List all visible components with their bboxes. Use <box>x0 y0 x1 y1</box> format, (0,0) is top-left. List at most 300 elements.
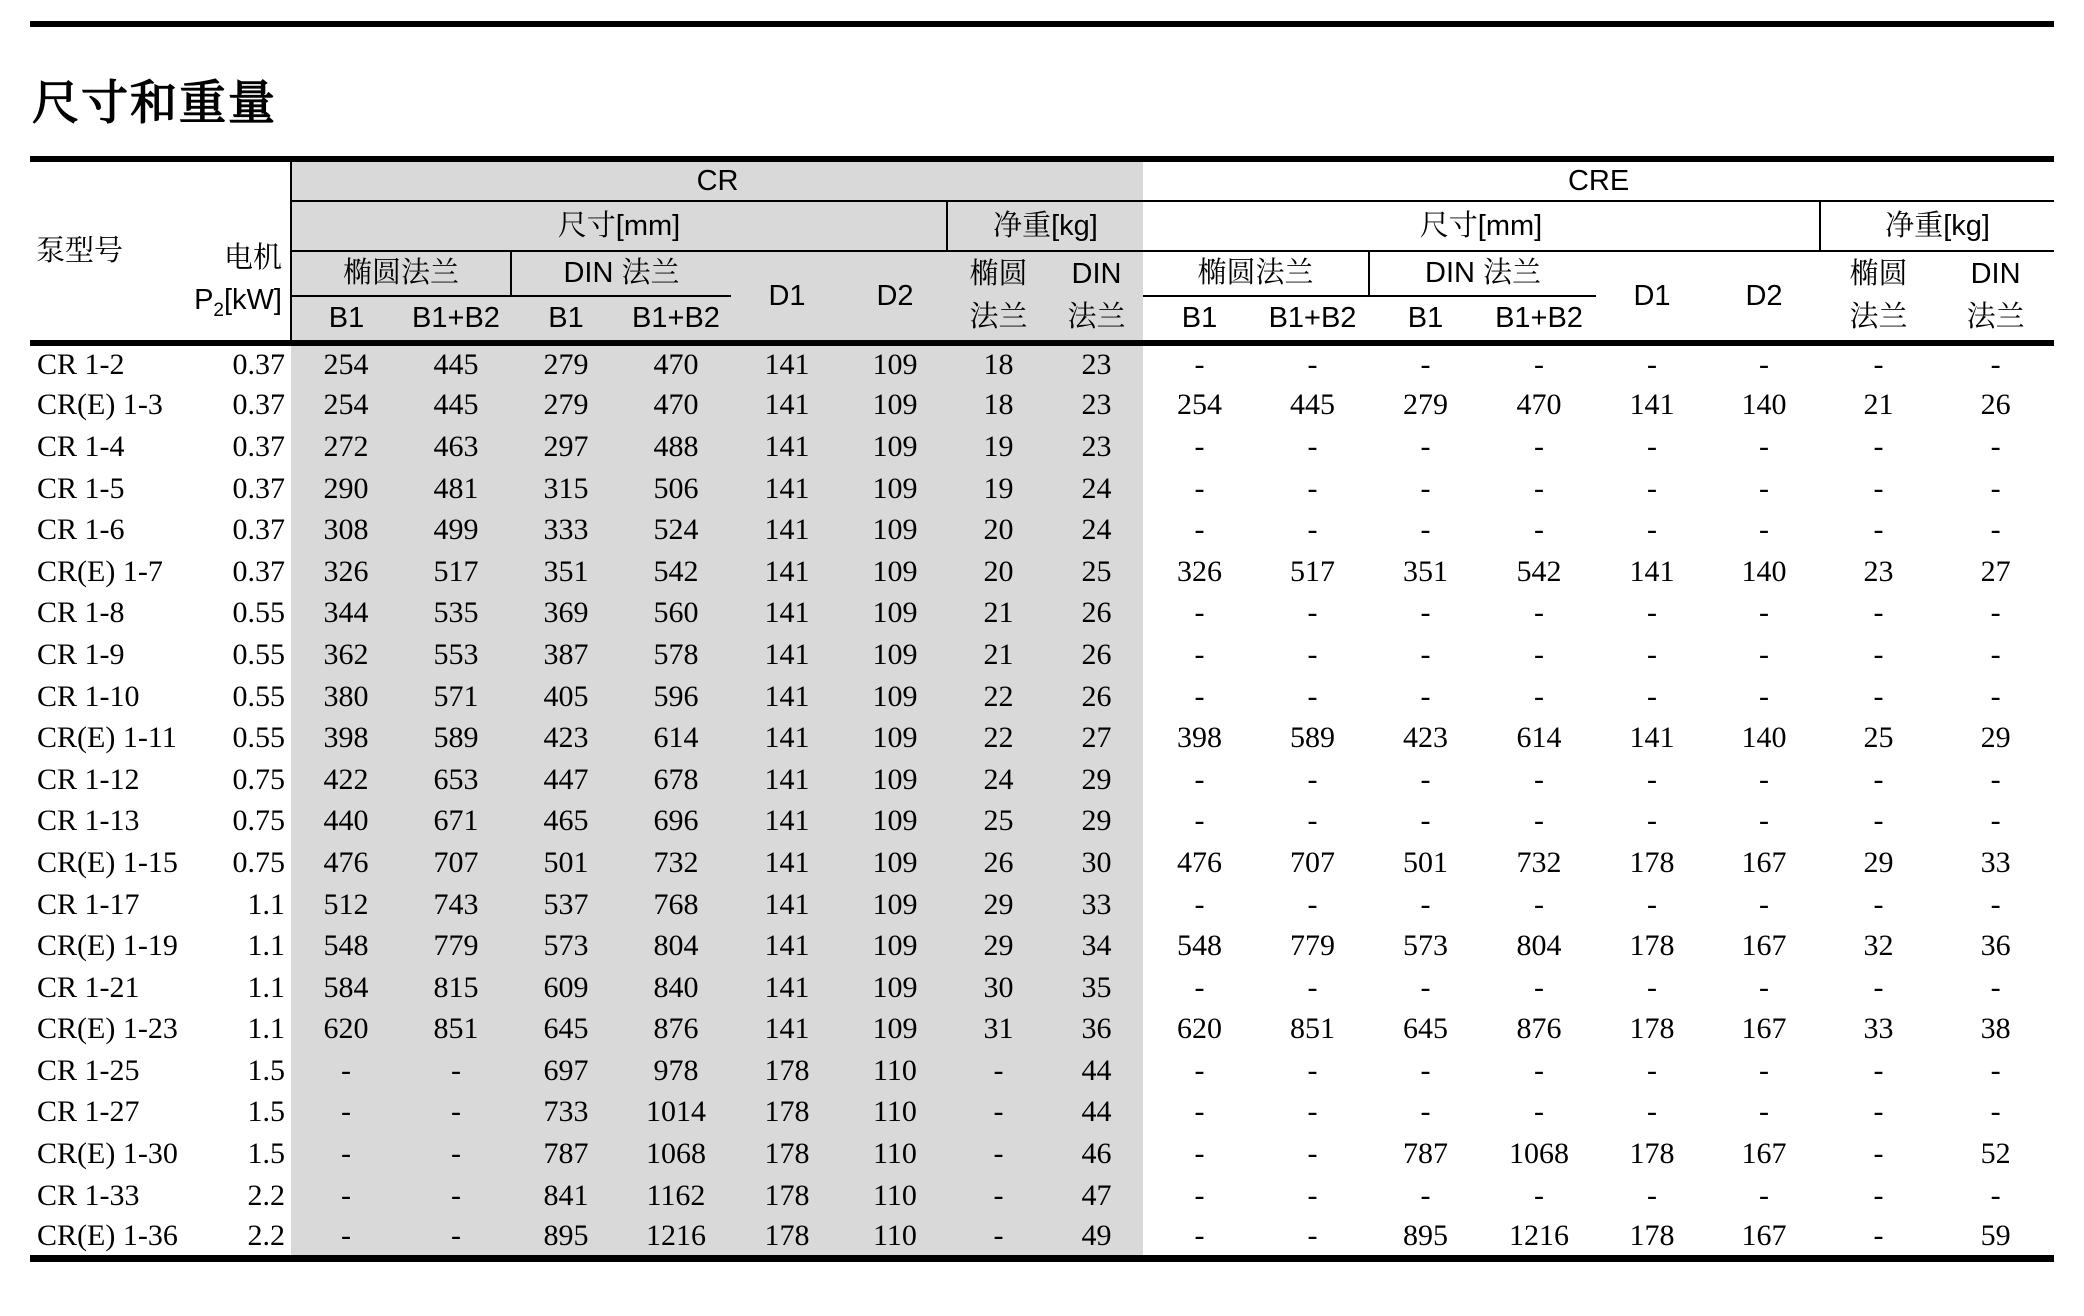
cr-din-flange-b1: 315 <box>511 468 621 510</box>
cre-d2: - <box>1759 471 1770 505</box>
cre-d1: - <box>1647 471 1658 505</box>
cre-din-flange-b1b2: - <box>1534 1053 1545 1087</box>
cre-d2-header: D2 <box>1745 279 1783 312</box>
cre-d2: 167 <box>1741 1012 1787 1046</box>
cr-dimensions-header: 尺寸[mm] <box>291 201 947 251</box>
cre-oval-flange-b1: - <box>1194 1053 1205 1087</box>
pump-model-cell: CR 1-21 <box>37 970 140 1004</box>
cr-net-weight-din-flange: 26 <box>1050 676 1143 718</box>
cr-net-weight-oval-flange: 20 <box>947 509 1050 551</box>
cr-din-flange-b1: 447 <box>511 759 621 801</box>
cr-din-flange-b1b2: 596 <box>621 676 731 718</box>
cre-oval-b1b2-header: B1+B2 <box>1268 302 1357 335</box>
cr-net-weight-oval-flange: 18 <box>947 343 1050 385</box>
cre-oval-flange-b1b2: - <box>1307 429 1318 463</box>
cr-oval-flange-b1b2: 707 <box>401 842 511 884</box>
cr-oval-flange-b1b2: 481 <box>401 468 511 510</box>
cre-d1: - <box>1647 1095 1658 1129</box>
cr-d1: 178 <box>731 1216 843 1258</box>
cr-d1: 141 <box>731 468 843 510</box>
pump-model-cell: CR 1-33 <box>37 1178 140 1212</box>
cre-oval-flange-b1: - <box>1194 679 1205 713</box>
p2-symbol: P <box>194 284 214 317</box>
cre-d1: - <box>1647 970 1658 1004</box>
cre-net-weight-din-flange: - <box>1990 970 2001 1004</box>
cre-din-flange-b1: 645 <box>1403 1012 1449 1046</box>
cr-oval-flange-b1: 584 <box>291 967 401 1009</box>
cr-d2: 109 <box>843 551 947 593</box>
cr-oval-flange-b1: 272 <box>291 426 401 468</box>
cr-net-weight-din-flange: 34 <box>1050 925 1143 967</box>
cre-din-flange-b1b2: - <box>1534 596 1545 630</box>
cre-d1: - <box>1647 429 1658 463</box>
cre-oval-flange-b1: - <box>1194 1137 1205 1171</box>
pump-model-cell: CR 1-17 <box>37 887 140 921</box>
table-row <box>30 468 2054 510</box>
cr-d2: 109 <box>843 593 947 635</box>
cr-din-flange-b1: 351 <box>511 551 621 593</box>
cre-din-flange-b1b2: - <box>1534 429 1545 463</box>
cre-din-b1-header: B1 <box>1407 302 1444 335</box>
cr-din-flange-b1b2: 524 <box>621 509 731 551</box>
cre-net-weight-din-flange: 52 <box>1980 1137 2011 1171</box>
cre-d1: 178 <box>1629 1218 1675 1252</box>
cre-din-b1b2-header: B1+B2 <box>1495 302 1583 335</box>
cre-net-weight-din-flange: - <box>1990 637 2001 671</box>
cre-din-flange-b1b2: - <box>1534 637 1545 671</box>
cre-oval-flange-b1: - <box>1194 513 1205 547</box>
cr-oval-flange-b1: - <box>291 1133 401 1175</box>
cr-oval-flange-header: 椭圆法兰 <box>291 251 511 296</box>
cr-din-flange-b1: 405 <box>511 676 621 718</box>
pump-model-cell: CR(E) 1-7 <box>37 554 163 588</box>
cre-oval-flange-b1: - <box>1194 1178 1205 1212</box>
cr-net-weight-oval-flange: 21 <box>947 634 1050 676</box>
cre-d2: - <box>1759 1053 1770 1087</box>
cr-oval-flange-b1: - <box>291 1216 401 1258</box>
cre-weight-oval-flange-header <box>1820 251 1937 343</box>
cr-net-weight-din-flange: 29 <box>1050 759 1143 801</box>
cr-oval-flange-b1b2: 671 <box>401 801 511 843</box>
cr-din-flange-b1: 369 <box>511 593 621 635</box>
cre-oval-flange-b1b2: - <box>1307 1095 1318 1129</box>
weight-din-line2: 法兰 <box>1966 301 2025 333</box>
cr-oval-flange-b1: 344 <box>291 593 401 635</box>
table-row <box>30 634 2054 676</box>
cr-din-flange-b1b2: 560 <box>621 593 731 635</box>
pump-model-cell: CR(E) 1-23 <box>37 1012 178 1046</box>
cr-oval-flange-b1: 380 <box>291 676 401 718</box>
section-band-row <box>30 159 2054 201</box>
cr-d2: 109 <box>843 842 947 884</box>
cre-oval-flange-b1b2: - <box>1307 887 1318 921</box>
pump-model-cell: CR 1-6 <box>37 513 125 547</box>
cre-oval-flange-b1: - <box>1194 348 1205 382</box>
cre-d1: - <box>1647 1178 1658 1212</box>
motor-power-cell: 1.5 <box>247 1053 285 1087</box>
cre-oval-flange-b1b2: - <box>1307 679 1318 713</box>
pump-model-cell: CR 1-5 <box>37 471 125 505</box>
cr-din-flange-b1b2: 614 <box>621 717 731 759</box>
cr-d2: 110 <box>843 1175 947 1217</box>
motor-power-cell: 0.37 <box>232 513 285 547</box>
cre-din-flange-b1b2: - <box>1534 1178 1545 1212</box>
cr-oval-flange-b1: 362 <box>291 634 401 676</box>
cre-din-flange-b1b2: - <box>1534 679 1545 713</box>
cr-net-weight-din-flange: 23 <box>1050 343 1143 385</box>
cre-d1: - <box>1647 513 1658 547</box>
cre-oval-flange-b1b2: - <box>1307 1137 1318 1171</box>
cre-din-flange-b1b2: 614 <box>1516 721 1562 755</box>
motor-p2-label <box>160 279 282 332</box>
cre-net-weight-header: 净重[kg] <box>1820 201 2054 251</box>
cre-oval-flange-b1b2: - <box>1307 513 1318 547</box>
cre-d1: - <box>1647 762 1658 796</box>
cre-din-flange-b1: - <box>1420 471 1431 505</box>
cre-d2: - <box>1759 762 1770 796</box>
cre-d2: 167 <box>1741 1218 1787 1252</box>
cre-d1: 178 <box>1629 1137 1675 1171</box>
pump-model-cell: CR 1-13 <box>37 804 140 838</box>
top-horizontal-rule <box>30 21 2054 27</box>
cr-d1: 141 <box>731 801 843 843</box>
cre-d2: - <box>1759 804 1770 838</box>
cr-net-weight-oval-flange: - <box>947 1092 1050 1134</box>
cre-net-weight-din-flange: - <box>1990 1053 2001 1087</box>
table-body <box>30 343 2054 1258</box>
cre-net-weight-din-flange: - <box>1990 679 2001 713</box>
cre-net-weight-oval-flange: 29 <box>1863 845 1894 879</box>
motor-power-cell: 0.55 <box>232 721 285 755</box>
cr-oval-flange-b1b2: 553 <box>401 634 511 676</box>
cr-din-flange-b1b2: 876 <box>621 1009 731 1051</box>
p2-subscript: 2 <box>213 300 224 321</box>
cre-d1: 178 <box>1629 845 1675 879</box>
cr-din-b1-header: B1 <box>511 296 621 343</box>
cre-din-flange-b1b2: - <box>1534 804 1545 838</box>
cre-oval-flange-b1: 548 <box>1177 929 1223 963</box>
cr-oval-flange-b1b2: 445 <box>401 343 511 385</box>
table-row <box>30 967 2054 1009</box>
table-row <box>30 676 2054 718</box>
cre-din-flange-b1: - <box>1420 1053 1431 1087</box>
cr-oval-flange-b1: 512 <box>291 884 401 926</box>
cr-net-weight-din-flange: 29 <box>1050 801 1143 843</box>
cr-din-flange-b1b2: 470 <box>621 385 731 427</box>
pump-model-cell: CR(E) 1-3 <box>37 388 163 422</box>
cre-din-flange-b1: - <box>1420 596 1431 630</box>
table-row <box>30 884 2054 926</box>
cr-oval-flange-b1b2: - <box>401 1133 511 1175</box>
cre-d1: - <box>1647 679 1658 713</box>
cr-oval-b1b2-header: B1+B2 <box>401 296 511 343</box>
cr-d2: 109 <box>843 717 947 759</box>
pump-model-cell: CR 1-12 <box>37 762 140 796</box>
cre-oval-flange-b1b2: 589 <box>1290 721 1336 755</box>
cre-oval-flange-b1: - <box>1194 1218 1205 1252</box>
cre-net-weight-oval-flange: - <box>1873 637 1884 671</box>
cre-din-flange-b1: - <box>1420 804 1431 838</box>
cr-din-flange-b1b2: 696 <box>621 801 731 843</box>
cre-weight-din-flange-header <box>1937 251 2054 343</box>
cr-d1: 141 <box>731 593 843 635</box>
cre-din-flange-b1: 351 <box>1403 554 1449 588</box>
cr-oval-flange-b1b2: - <box>401 1175 511 1217</box>
cre-oval-flange-b1: 620 <box>1177 1012 1223 1046</box>
cre-d1: - <box>1647 596 1658 630</box>
cr-din-flange-b1b2: 978 <box>621 1050 731 1092</box>
cr-d1: 178 <box>731 1050 843 1092</box>
motor-power-cell: 1.5 <box>247 1137 285 1171</box>
cre-d2: 140 <box>1741 554 1787 588</box>
cr-din-flange-b1b2: 678 <box>621 759 731 801</box>
pump-model-cell: CR 1-2 <box>37 348 125 382</box>
cr-d2: 109 <box>843 1009 947 1051</box>
cre-d2: 140 <box>1741 388 1787 422</box>
cr-net-weight-oval-flange: 24 <box>947 759 1050 801</box>
cre-net-weight-oval-flange: - <box>1873 970 1884 1004</box>
cr-weight-oval-flange-header <box>947 251 1050 343</box>
weight-oval-line2: 法兰 <box>969 301 1028 333</box>
cr-d1: 141 <box>731 842 843 884</box>
cr-net-weight-din-flange: 23 <box>1050 385 1143 427</box>
motor-label: 电机 <box>223 242 282 275</box>
cre-oval-flange-b1: 254 <box>1177 388 1223 422</box>
cre-d1: - <box>1647 1053 1658 1087</box>
cr-net-weight-oval-flange: 19 <box>947 426 1050 468</box>
cr-din-flange-b1b2: 470 <box>621 343 731 385</box>
cre-din-flange-b1: - <box>1420 513 1431 547</box>
cr-din-flange-b1b2: 1216 <box>621 1216 731 1258</box>
cre-net-weight-oval-flange: - <box>1873 348 1884 382</box>
cre-oval-flange-b1b2: - <box>1307 596 1318 630</box>
cr-d1: 141 <box>731 759 843 801</box>
cre-din-flange-b1b2: - <box>1534 348 1545 382</box>
cre-net-weight-oval-flange: - <box>1873 1178 1884 1212</box>
motor-power-cell: 2.2 <box>247 1178 285 1212</box>
cr-net-weight-oval-flange: 30 <box>947 967 1050 1009</box>
table-row <box>30 717 2054 759</box>
cr-oval-flange-b1b2: 535 <box>401 593 511 635</box>
weight-oval-line1: 椭圆 <box>969 258 1028 290</box>
cr-din-flange-b1: 733 <box>511 1092 621 1134</box>
cr-oval-flange-b1b2: - <box>401 1092 511 1134</box>
cr-oval-flange-b1: 254 <box>291 343 401 385</box>
cr-d2: 109 <box>843 509 947 551</box>
cre-oval-flange-header: 椭圆法兰 <box>1143 251 1369 296</box>
cr-oval-flange-b1b2: 463 <box>401 426 511 468</box>
cr-d2: 110 <box>843 1092 947 1134</box>
cr-din-flange-b1: 895 <box>511 1216 621 1258</box>
table-row <box>30 509 2054 551</box>
cre-oval-flange-b1b2: - <box>1307 471 1318 505</box>
cr-d1: 141 <box>731 717 843 759</box>
cr-din-flange-b1: 465 <box>511 801 621 843</box>
cr-d1: 141 <box>731 925 843 967</box>
cre-dimensions-header: 尺寸[mm] <box>1143 201 1820 251</box>
cr-d1: 141 <box>731 967 843 1009</box>
cre-net-weight-oval-flange: - <box>1873 471 1884 505</box>
cr-oval-flange-b1b2: 499 <box>401 509 511 551</box>
cre-oval-flange-b1b2: - <box>1307 970 1318 1004</box>
cre-section-header: CRE <box>1143 159 2054 201</box>
pump-model-cell: CR(E) 1-30 <box>37 1137 178 1171</box>
cre-din-flange-b1b2: 876 <box>1516 1012 1562 1046</box>
cr-din-flange-b1b2: 840 <box>621 967 731 1009</box>
cre-oval-b1-header: B1 <box>1181 302 1218 335</box>
cr-d2-header: D2 <box>843 251 947 343</box>
cr-din-flange-b1: 841 <box>511 1175 621 1217</box>
flange-header-row <box>30 251 2054 296</box>
motor-power-cell: 0.37 <box>232 348 285 382</box>
table-row <box>30 925 2054 967</box>
cre-din-flange-b1b2: 804 <box>1516 929 1562 963</box>
cre-net-weight-oval-flange: - <box>1873 596 1884 630</box>
cr-din-flange-b1: 609 <box>511 967 621 1009</box>
cr-d1: 141 <box>731 509 843 551</box>
cre-net-weight-oval-flange: 32 <box>1863 929 1894 963</box>
cre-oval-flange-b1b2: - <box>1307 348 1318 382</box>
pump-model-cell: CR(E) 1-11 <box>37 721 177 755</box>
cr-d2: 109 <box>843 925 947 967</box>
cre-d2: 140 <box>1741 721 1787 755</box>
cr-din-flange-b1: 297 <box>511 426 621 468</box>
cre-net-weight-oval-flange: - <box>1873 1218 1884 1252</box>
cr-d2: 109 <box>843 967 947 1009</box>
cre-net-weight-din-flange: 26 <box>1980 388 2011 422</box>
cr-d1: 178 <box>731 1092 843 1134</box>
cr-net-weight-oval-flange: 31 <box>947 1009 1050 1051</box>
motor-power-cell: 0.75 <box>232 762 285 796</box>
pump-model-cell: CR 1-9 <box>37 637 125 671</box>
cr-d2: 109 <box>843 884 947 926</box>
cr-d2: 110 <box>843 1133 947 1175</box>
cre-din-flange-b1: - <box>1420 348 1431 382</box>
pump-model-cell: CR 1-4 <box>37 429 125 463</box>
cre-net-weight-oval-flange: - <box>1873 513 1884 547</box>
cre-oval-flange-b1b2: 707 <box>1290 845 1336 879</box>
cre-net-weight-oval-flange: - <box>1873 1095 1884 1129</box>
cre-d2: - <box>1759 1178 1770 1212</box>
cr-din-flange-b1b2: 542 <box>621 551 731 593</box>
cr-net-weight-din-flange: 27 <box>1050 717 1143 759</box>
cre-net-weight-din-flange: - <box>1990 804 2001 838</box>
cr-oval-flange-b1: 290 <box>291 468 401 510</box>
cre-din-flange-b1b2: - <box>1534 1095 1545 1129</box>
table-row <box>30 1175 2054 1217</box>
motor-power-cell: 1.5 <box>247 1095 285 1129</box>
cr-din-flange-b1b2: 732 <box>621 842 731 884</box>
cre-oval-flange-b1b2: 779 <box>1290 929 1336 963</box>
table-row <box>30 426 2054 468</box>
cr-oval-flange-b1b2: 571 <box>401 676 511 718</box>
cre-net-weight-din-flange: - <box>1990 1095 2001 1129</box>
cre-din-flange-b1: 573 <box>1403 929 1449 963</box>
cr-net-weight-din-flange: 26 <box>1050 593 1143 635</box>
cre-net-weight-din-flange: 29 <box>1980 721 2011 755</box>
cre-d2: - <box>1759 1095 1770 1129</box>
cre-oval-flange-b1b2: - <box>1307 1178 1318 1212</box>
cr-d1: 178 <box>731 1133 843 1175</box>
cr-d1-header: D1 <box>731 251 843 343</box>
cr-net-weight-din-flange: 35 <box>1050 967 1143 1009</box>
cre-d2: - <box>1759 513 1770 547</box>
cre-din-flange-b1: 501 <box>1403 845 1449 879</box>
cre-net-weight-din-flange: 59 <box>1980 1218 2011 1252</box>
cr-d2: 109 <box>843 468 947 510</box>
cr-d2: 110 <box>843 1050 947 1092</box>
cre-din-flange-b1: - <box>1420 887 1431 921</box>
cr-oval-flange-b1: 620 <box>291 1009 401 1051</box>
table-row <box>30 1133 2054 1175</box>
table-row <box>30 801 2054 843</box>
cre-oval-flange-b1: - <box>1194 637 1205 671</box>
cre-d2: 167 <box>1741 929 1787 963</box>
cr-net-weight-oval-flange: 29 <box>947 884 1050 926</box>
table-row <box>30 1216 2054 1258</box>
cr-net-weight-oval-flange: 18 <box>947 385 1050 427</box>
cr-net-weight-din-flange: 23 <box>1050 426 1143 468</box>
cre-net-weight-oval-flange: - <box>1873 804 1884 838</box>
cr-d2: 109 <box>843 801 947 843</box>
cr-oval-flange-b1b2: 815 <box>401 967 511 1009</box>
cre-d2: - <box>1759 429 1770 463</box>
cre-d2: 167 <box>1741 845 1787 879</box>
cre-d2: 167 <box>1741 1137 1787 1171</box>
cr-net-weight-din-flange: 47 <box>1050 1175 1143 1217</box>
cr-din-flange-b1: 573 <box>511 925 621 967</box>
cr-net-weight-din-flange: 30 <box>1050 842 1143 884</box>
pump-model-cell: CR 1-27 <box>37 1095 140 1129</box>
cr-oval-flange-b1b2: - <box>401 1050 511 1092</box>
motor-power-cell: 0.75 <box>232 845 285 879</box>
cre-d1: - <box>1647 637 1658 671</box>
motor-power-cell: 1.1 <box>247 929 285 963</box>
cr-net-weight-din-flange: 44 <box>1050 1092 1143 1134</box>
cr-net-weight-oval-flange: 22 <box>947 717 1050 759</box>
cre-net-weight-oval-flange: 21 <box>1863 388 1894 422</box>
cre-din-flange-b1b2: - <box>1534 471 1545 505</box>
motor-power-cell: 0.37 <box>232 554 285 588</box>
weight-din-line1: DIN <box>1071 258 1122 290</box>
cre-d2: - <box>1759 887 1770 921</box>
cre-din-flange-b1b2: 1216 <box>1509 1218 1570 1252</box>
cre-din-flange-b1: - <box>1420 1178 1431 1212</box>
cr-net-weight-oval-flange: 22 <box>947 676 1050 718</box>
cre-din-flange-b1b2: 542 <box>1516 554 1562 588</box>
motor-power-cell: 0.55 <box>232 679 285 713</box>
cr-oval-flange-b1: 326 <box>291 551 401 593</box>
cre-din-flange-b1: 423 <box>1403 721 1449 755</box>
motor-power-cell: 0.55 <box>232 596 285 630</box>
cre-d2: - <box>1759 970 1770 1004</box>
cre-d2: - <box>1759 348 1770 382</box>
cre-din-flange-b1: 895 <box>1403 1218 1449 1252</box>
motor-power-cell: 0.75 <box>232 804 285 838</box>
cr-oval-flange-b1: 476 <box>291 842 401 884</box>
cre-d2: - <box>1759 637 1770 671</box>
cre-d1-header: D1 <box>1633 279 1671 312</box>
cre-net-weight-oval-flange: - <box>1873 679 1884 713</box>
cre-oval-flange-b1b2: - <box>1307 637 1318 671</box>
cr-oval-flange-b1: 254 <box>291 385 401 427</box>
cre-din-flange-b1b2: 732 <box>1516 845 1562 879</box>
cr-oval-flange-b1: - <box>291 1050 401 1092</box>
cr-oval-flange-b1: 440 <box>291 801 401 843</box>
cr-oval-flange-b1b2: 851 <box>401 1009 511 1051</box>
pump-model-cell: CR 1-10 <box>37 679 140 713</box>
cre-net-weight-din-flange: - <box>1990 429 2001 463</box>
